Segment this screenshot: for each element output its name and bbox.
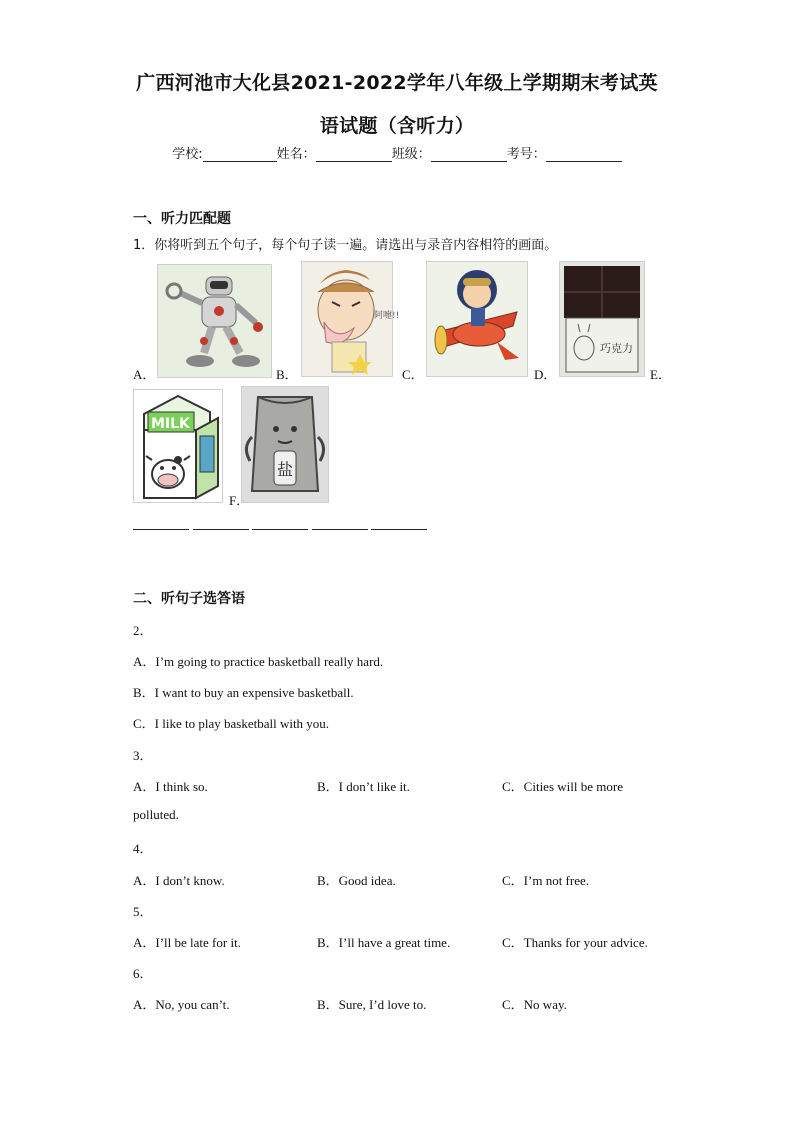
question-3-option-c-continued[interactable]: polluted. — [133, 807, 179, 822]
chocolate-text: 巧克力 — [600, 342, 633, 355]
name-label: 姓名： — [276, 147, 316, 162]
answer-blank-5[interactable] — [371, 529, 427, 530]
question-1-text: 1．你将听到五个句子，每个句子读一遍。请选出与录音内容相符的画面。 — [133, 238, 558, 253]
question-5-number: 5． — [133, 904, 153, 919]
picture-f-salt-bag — [241, 386, 329, 503]
question-2-option-b[interactable]: B．I want to buy an expensive basketball. — [133, 685, 354, 700]
question-3-number: 3． — [133, 748, 153, 763]
answer-blank-4[interactable] — [312, 529, 368, 530]
question-6-number: 6． — [133, 966, 153, 981]
question-6-option-c[interactable]: C．No way. — [502, 997, 567, 1012]
document-title-line2: 语试题（含听力） — [319, 115, 475, 137]
picture-d-label: D． — [534, 367, 557, 382]
sneezing-boy-icon — [302, 262, 400, 376]
picture-e-milk-carton — [133, 389, 223, 503]
class-label: 班级： — [391, 147, 431, 162]
question-5-option-c[interactable]: C．Thanks for your advice. — [502, 935, 648, 950]
milk-text: MILK — [151, 416, 190, 432]
question-5-option-b[interactable]: B．I’ll have a great time. — [317, 935, 451, 950]
answer-blank-2[interactable] — [193, 529, 249, 530]
question-3-option-c[interactable]: C．Cities will be more — [502, 779, 623, 794]
student-info-line — [0, 143, 794, 162]
picture-a-robot — [157, 264, 272, 378]
question-2-option-a[interactable]: A．I’m going to practice basketball really hard. — [133, 654, 384, 669]
exam-no-label: 考号： — [506, 147, 546, 162]
document-title-line1: 广西河池市大化县2021-2022学年八年级上学期期末考试英 — [136, 72, 658, 94]
answer-blank-1[interactable] — [133, 529, 189, 530]
question-4-option-b[interactable]: B．Good idea. — [317, 873, 396, 888]
question-4-option-a[interactable]: A．I don’t know. — [133, 873, 225, 888]
section1-heading: 一、听力匹配题 — [133, 211, 231, 227]
chocolate-icon — [560, 262, 644, 376]
question-6-option-b[interactable]: B．Sure, I’d love to. — [317, 997, 427, 1012]
picture-e-label: E． — [650, 367, 671, 382]
picture-b-label: B． — [276, 367, 298, 382]
section2-heading: 二、听句子选答语 — [133, 591, 245, 607]
question-2-number: 2． — [133, 623, 153, 638]
question-3-option-a[interactable]: A．I think so. — [133, 779, 208, 794]
class-blank[interactable] — [431, 147, 507, 162]
question-6-option-a[interactable]: A．No, you can’t. — [133, 997, 230, 1012]
school-label: 学校: — [172, 147, 203, 162]
question-4-option-c[interactable]: C．I’m not free. — [502, 873, 590, 888]
answer-blank-3[interactable] — [252, 529, 308, 530]
name-blank[interactable] — [316, 147, 392, 162]
question-4-number: 4． — [133, 841, 153, 856]
picture-a-label: A． — [133, 367, 156, 382]
picture-f-label: F． — [229, 493, 250, 508]
picture-c-pilot-airplane — [426, 261, 528, 377]
salt-bag-icon — [242, 387, 328, 502]
airplane-icon — [427, 262, 527, 376]
exam-no-blank[interactable] — [546, 147, 622, 162]
sneeze-text: 阿嚏!! — [374, 311, 400, 321]
picture-d-chocolate — [559, 261, 645, 377]
picture-b-sneezing-boy — [301, 261, 400, 377]
question-2-option-c[interactable]: C．I like to play basketball with you. — [133, 716, 330, 731]
picture-c-label: C． — [402, 367, 424, 382]
question-5-option-a[interactable]: A．I’ll be late for it. — [133, 935, 241, 950]
school-blank[interactable] — [203, 147, 277, 162]
milk-carton-icon — [134, 390, 222, 502]
question-3-option-b[interactable]: B．I don’t like it. — [317, 779, 410, 794]
salt-text: 盐 — [277, 460, 294, 479]
robot-icon — [158, 265, 271, 377]
